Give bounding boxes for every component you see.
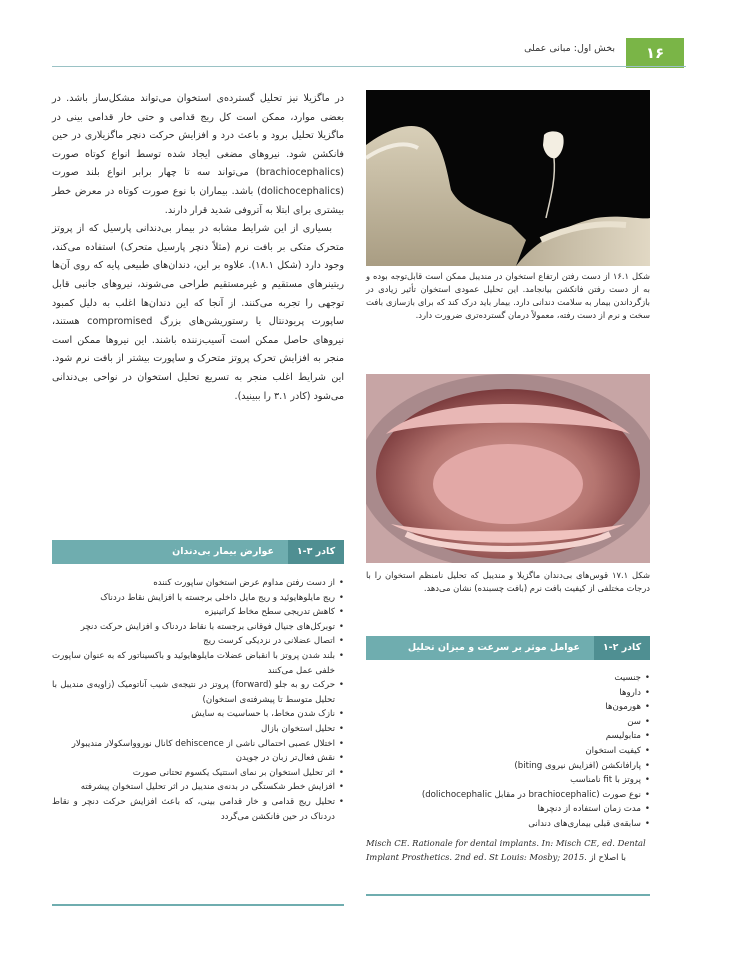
- box2-header: [366, 636, 650, 677]
- box2-title: عوامل موثر بر سرعت و میزان تحلیل استخوان: [407, 642, 580, 677]
- reference-prefix: با اصلاح از: [589, 851, 626, 862]
- box2-reference: [366, 836, 650, 864]
- list-item: • اثر تحلیل استخوان بر نمای استتیک یکسوم تحتانی صورت: [52, 766, 344, 781]
- box3-header: [52, 540, 344, 564]
- list-item: • توبرکل‌های جنیال فوقانی برجسته با نقاط دردناک و افزایش حرکت دنچر: [52, 620, 344, 635]
- list-item: • پروتز با fit نامناسب: [366, 773, 650, 788]
- list-item: • حرکت رو به جلو (forward) پروتز در نتیجه‌ی شیب آناتومیک (زاویه‌ی مندیبل با تحلیل متوسط تا پیشرفته‌ی استخوان): [52, 678, 344, 707]
- section-header: بخش اول: مبانی عملی: [524, 43, 615, 54]
- list-item: • جنسیت: [366, 671, 650, 686]
- list-item: • نقش فعال‌تر زبان در جویدن: [52, 751, 344, 766]
- list-item: • هورمون‌ها: [366, 700, 650, 715]
- mandible-model-image: [366, 90, 650, 266]
- list-item: • تحلیل ریج قدامی و خار قدامی بینی، که باعث افزایش حرکت دنچر و نقاط دردناک در حین فانکشن می‌گردد: [52, 795, 344, 824]
- paragraph-1: در ماگزیلا نیز تحلیل گسترده‌ی استخوان می‌تواند مشکل‌ساز باشد. در بعضی موارد، ممکن است کل ریج قدامی و حتی خار قدامی بینی در ماگزیلا تحلیل برود و باعث درد و افزایش حرکت دنچر ماگزیلاری در حین فانکشن شود. نیروهای مضغی ایجاد شده توسط انواع کوتاه صورت (brachiocephalics) می‌تواند سه تا چهار برابر انواع بلند صورت (dolichocephalics) باشد. بیماران با نوع صورت کوتاه در معرض خطر بیشتری برای ابتلا به آتروفی شدید قرار دارند.: [52, 93, 344, 216]
- list-item: • اختلال عصبی احتمالی ناشی از dehiscence کانال نوروواسکولار مندیبولار: [52, 737, 344, 752]
- box3-tag: کادر ۳-۱: [288, 540, 344, 564]
- figure2-caption: شکل ۱۷.۱ قوس‌های بی‌دندان ماگزیلا و مندیبل که تحلیل نامنظم استخوان را با درجات مختلفی از کیفیت بافت نرم (بافت چسبنده) نشان می‌دهد.: [366, 570, 650, 593]
- list-item: • پارافانکشن (افزایش نیروی biting): [366, 759, 650, 774]
- list-item: • اتصال عضلانی در نزدیکی کرست ریج: [52, 634, 344, 649]
- list-item: • سابقه‌ی قبلی بیماری‌های دندانی: [366, 817, 650, 832]
- reference-text: Misch CE. Rationale for dental implants. In: Misch CE, ed. Dental Implant Prosthetics. 2nd ed. St Louis: Mosby; 2015.: [366, 837, 646, 862]
- list-item: • داروها: [366, 686, 650, 701]
- figure1-caption: شکل ۱۶.۱ از دست رفتن ارتفاع استخوان در مندیبل ممکن است قابل‌توجه بوده و به از دست رفتن فانکشن بیانجامد. این تحلیل عمودی استخوان تأثیر زیادی در بازگرداندن بیمار به سلامت دندانی دارد. بیمار باید درک کند که برای بازسازی بافت سخت و نرم از دست رفته، معمولاً درمان گسترده‌تری ضرورت دارد.: [366, 271, 650, 320]
- box2-tag: کادر ۲-۱: [594, 636, 650, 660]
- list-item: • سن: [366, 715, 650, 730]
- figure-edentulous-arches: [366, 374, 650, 563]
- list-item: • متابولیسم: [366, 729, 650, 744]
- list-item: • کیفیت استخوان: [366, 744, 650, 759]
- figure-mandible-model: [366, 90, 650, 266]
- box3-list: [52, 576, 344, 824]
- box3-bottom-border: [52, 904, 344, 906]
- page-number: ۱۶: [626, 38, 684, 68]
- list-item: • افزایش خطر شکستگی در بدنه‌ی مندیبل در اثر تحلیل استخوان پیشرفته: [52, 780, 344, 795]
- list-item: • مدت زمان استفاده از دنچرها: [366, 802, 650, 817]
- box2-bottom-border: [366, 894, 650, 896]
- box2-list: [366, 671, 650, 864]
- paragraph-2: بسیاری از این شرایط مشابه در بیمار بی‌دندانی پارسیل که از پروتز متحرک متکی بر بافت نرم (مثلاً دنچر پارسیل متحرک) استفاده می‌کند، وجود دارد (شکل ۱۸.۱). علاوه بر این، دندان‌های طبیعی پایه که روی آن‌ها ریتینرهای مستقیم و غیرمستقیم طراحی می‌شوند، نیروهای جانبی قابل توجهی را تجربه می‌کنند. از آنجا که این دندان‌ها اغلب به دلیل کمبود ساپورت پریودنتال یا رستوریشن‌های بزرگ compromised هستند، نیروهای حاصل ممکن است آسیب‌زننده باشند. این نیروها ممکن است منجر به افزایش تحرک پروتز متحرک و ساپورت بیشتر از بافت نرم شود. این شرایط اغلب منجر به تسریع تحلیل استخوان در نواحی بی‌دندانی می‌شود (کادر ۳.۱ را ببینید).: [52, 223, 344, 402]
- box3-title: عوارض بیمار بی‌دندان: [172, 546, 274, 557]
- list-item: • نوع صورت (brachiocephalic در مقابل dolichocephalic): [366, 788, 650, 803]
- list-item: • بلند شدن پروتز با انقباض عضلات مایلوهایوئید و باکسیناتور که به عنوان ساپورت خلفی عمل می‌کنند: [52, 649, 344, 678]
- main-text: [52, 90, 344, 406]
- header-divider: [52, 66, 686, 67]
- list-item: • نازک شدن مخاط، با حساسیت به سایش: [52, 707, 344, 722]
- list-item: • کاهش تدریجی سطح مخاط کراتینیزه: [52, 605, 344, 620]
- edentulous-arches-image: [366, 374, 650, 563]
- list-item: • ریج مایلوهایوئید و ریج مایل داخلی برجسته با افزایش نقاط دردناک: [52, 591, 344, 606]
- list-item: • تحلیل استخوان بازال: [52, 722, 344, 737]
- list-item: • از دست رفتن مداوم عرض استخوان ساپورت کننده: [52, 576, 344, 591]
